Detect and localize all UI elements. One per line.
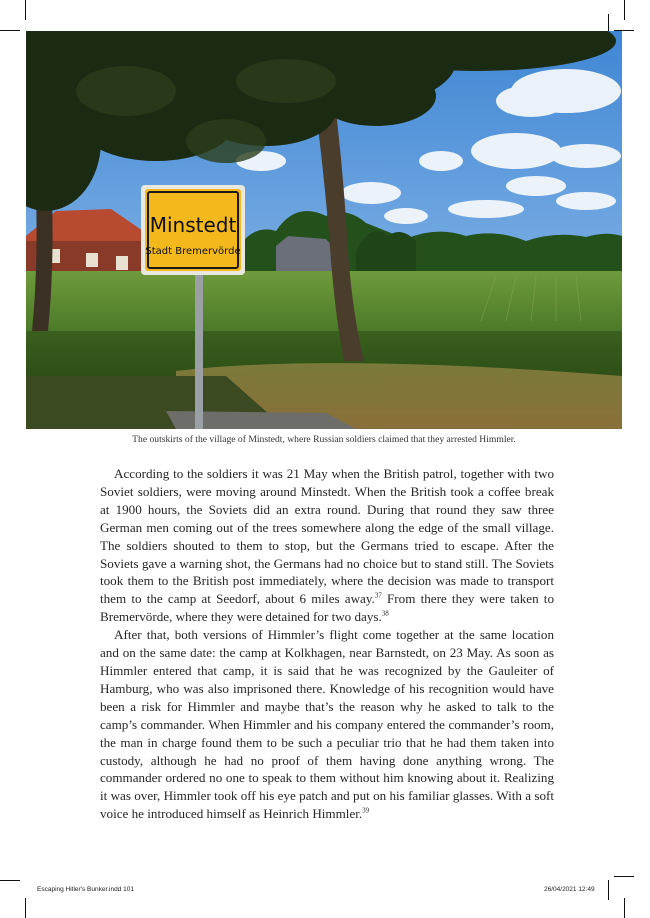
crop-mark (0, 30, 20, 31)
crop-mark (624, 0, 625, 20)
crop-mark (25, 0, 26, 20)
crop-mark (624, 898, 625, 918)
crop-mark (0, 880, 20, 881)
sign-town-name: Minstedt (149, 213, 237, 237)
footer-datetime: 26/04/2021 12:49 (544, 886, 595, 893)
footnote-ref: 37 (374, 591, 382, 600)
crop-mark (25, 898, 26, 918)
sign-post (195, 271, 203, 429)
sign-district-name: Stadt Bremervörde (145, 246, 241, 257)
minstedt-landscape-photo (26, 31, 622, 429)
footnote-ref: 38 (381, 609, 389, 618)
paragraph: After that, both versions of Himmler’s flight come together at the same location and on the same date: the camp at Kolkhagen, near Barnstedt, on 23 May. As soon as Himmler entered that camp, it is said that he was recognized by the Gauleiter of Hamburg, who was also imprisoned there. Knowledge of his recognition would have been a risk for Himmler and maybe that’s the reason why he asked to talk to the camp’s commander. When Himmler and his company entered the commander’s room, the man in charge found them to be such a peculiar trio that he had them taken into custody, although he had no proof of them having done anything wrong. The commander ordered no one to speak to them without him knowing about it. Realizing it was over, Himmler took off his eye patch and put on his familiar glasses. With a soft voice he introduced himself as Heinrich Himmler.$^{39}$ (100, 627, 554, 822)
town-sign (141, 185, 245, 275)
photograph (26, 31, 622, 429)
paragraph: According to the soldiers it was 21 May when the British patrol, together with two Soviet soldiers, were moving around Minstedt. When the British took a coffee break at 1900 hours, the Soviets did an extra round. During that round they saw three German men coming out of the trees somewhere along the edge of the small village. The soldiers shouted to them to stop, but the Germans tried to escape. After the Soviets gave a warning shot, the Germans had no choice but to stand still. The Soviets took them to the British post immediately, where the decision was made to transport them to the camp at Seedorf, about 6 miles away.$^{37}$ From there they were taken to Bremervörde, where they were detained for two days.$^{38}$ (100, 466, 554, 625)
footer-file-slug: Escaping Hitler's Bunker.indd 101 (37, 886, 134, 893)
crop-mark (608, 880, 609, 900)
footnote-ref: 39 (362, 806, 370, 815)
photo-caption: The outskirts of the village of Minstedt, where Russian soldiers claimed that they arrested Himmler. (132, 434, 516, 445)
body-text (100, 465, 554, 823)
crop-mark (614, 876, 634, 877)
